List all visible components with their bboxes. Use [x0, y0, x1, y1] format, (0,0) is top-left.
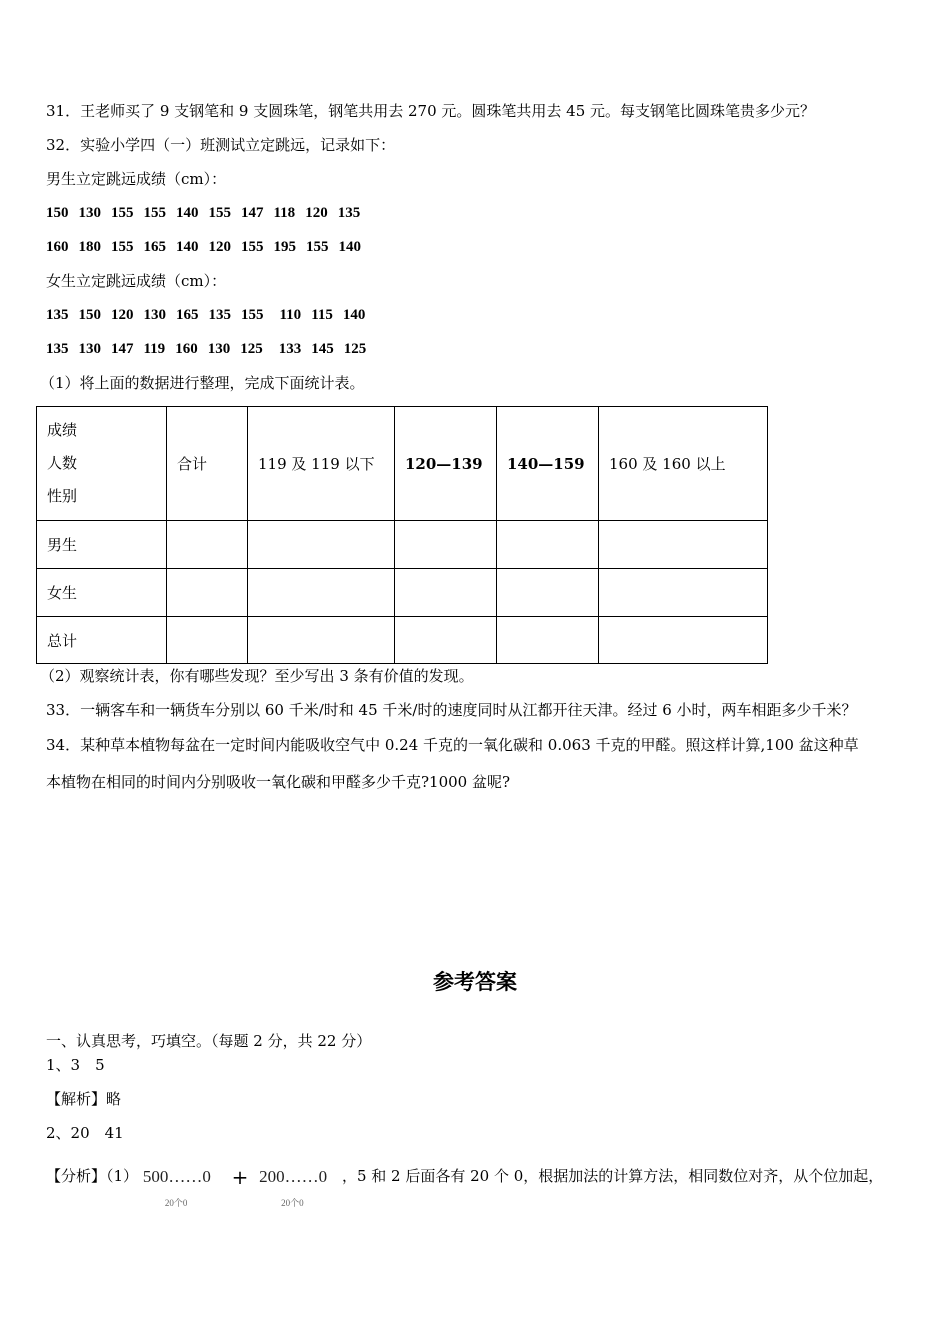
score: 155: [143, 205, 166, 221]
table-cell: [395, 617, 497, 664]
score: 147: [111, 341, 134, 357]
score: 119: [143, 341, 166, 357]
girls-scores-row-2: [46, 339, 376, 359]
boys-scores-row-2: [46, 237, 371, 257]
plus-sign: +: [231, 1165, 249, 1189]
table-cell: [167, 617, 248, 664]
answer-2: 2、20 41: [46, 1124, 124, 1142]
header-total: 合计: [167, 407, 248, 521]
analysis-prefix: 【分析】（1）: [46, 1167, 139, 1185]
answer-2-analysis: [46, 1156, 884, 1208]
score: 165: [176, 307, 199, 323]
score: 110: [279, 307, 302, 323]
girls-label: 女生立定跳远成绩（cm）：: [46, 272, 227, 290]
score: 150: [78, 307, 101, 323]
table-cell: [395, 569, 497, 617]
table-cell: [248, 617, 395, 664]
score: 130: [143, 307, 166, 323]
question-32: 32．实验小学四（一）班测试立定跳远，记录如下：: [46, 136, 396, 154]
score: 155: [306, 239, 329, 255]
score: 155: [111, 205, 134, 221]
table-cell: [248, 521, 395, 569]
score: 155: [241, 307, 264, 323]
answers-title: 参考答案: [433, 970, 517, 994]
score: 140: [342, 307, 366, 323]
table-cell: [497, 617, 599, 664]
row-label-girls: 女生: [37, 569, 167, 617]
number-200-with-zeros: 200……0 20个0: [259, 1167, 328, 1208]
table-row: [37, 521, 768, 569]
table-cell: [167, 521, 248, 569]
score: 130: [207, 341, 231, 357]
score: 135: [46, 307, 69, 323]
score: 120: [208, 239, 231, 255]
score: 145: [311, 341, 334, 357]
question-31: 31．王老师买了 9 支钢笔和 9 支圆珠笔，钢笔共用去 270 元。圆珠笔共用去 45 元。每支钢笔比圆珠笔贵多少元？: [46, 102, 816, 120]
score: 140: [176, 205, 199, 221]
score: 120: [111, 307, 134, 323]
table-cell: [248, 569, 395, 617]
score: 180: [78, 239, 101, 255]
score: 155: [111, 239, 134, 255]
score: 130: [78, 341, 101, 357]
score: 135: [208, 307, 231, 323]
corner-label-count: 人数: [47, 454, 78, 472]
score: 195: [273, 239, 296, 255]
header-range-2: 120—139: [395, 407, 497, 521]
score: 135: [46, 341, 69, 357]
table-cell: [599, 617, 768, 664]
score: 150: [46, 205, 69, 221]
score: 125: [343, 341, 367, 357]
header-range-3: 140—159: [497, 407, 599, 521]
question-33: 33．一辆客车和一辆货车分别以 60 千米/时和 45 千米/时的速度同时从江都开往天津。经过 6 小时，两车相距多少千米？: [46, 701, 857, 719]
score: 125: [240, 341, 263, 357]
score: 147: [241, 205, 264, 221]
table-cell: [167, 569, 248, 617]
section-1-heading: 一、认真思考，巧填空。（每题 2 分，共 22 分）: [46, 1032, 372, 1050]
score: 160: [46, 239, 69, 255]
score: 140: [338, 239, 361, 255]
score: 155: [241, 239, 264, 255]
header-range-4: 160 及 160 以上: [599, 407, 768, 521]
score: 115: [311, 307, 333, 323]
table-cell: [395, 521, 497, 569]
row-label-boys: 男生: [37, 521, 167, 569]
number-500-with-zeros: 500……0 20个0: [142, 1167, 211, 1208]
score: 133: [278, 341, 302, 357]
table-header-row: [37, 407, 768, 521]
question-34-line-1: 34．某种草本植物每盆在一定时间内能吸收空气中 0.24 千克的一氧化碳和 0.063 千克的甲醛。照这样计算,100 盆这种草: [46, 736, 859, 754]
question-32-part-1: （1）将上面的数据进行整理，完成下面统计表。: [40, 374, 365, 392]
score: 140: [176, 239, 199, 255]
score: 165: [143, 239, 166, 255]
analysis-text: ，5 和 2 后面各有 20 个 0，根据加法的计算方法，相同数位对齐，从个位加起，: [341, 1167, 884, 1185]
statistics-table: [36, 406, 768, 664]
girls-scores-row-1: [46, 305, 375, 325]
table-cell: [599, 569, 768, 617]
score: 160: [175, 341, 198, 357]
table-row: [37, 617, 768, 664]
table-row: [37, 569, 768, 617]
corner-label-score: 成绩: [47, 421, 78, 439]
question-32-part-2: （2）观察统计表，你有哪些发现？至少写出 3 条有价值的发现。: [40, 667, 474, 685]
table-cell: [599, 521, 768, 569]
boys-scores-row-1: [46, 203, 370, 223]
score: 135: [337, 205, 361, 221]
score: 155: [208, 205, 231, 221]
answer-1: 1、3 5: [46, 1056, 105, 1074]
table-cell: [497, 521, 599, 569]
score: 118: [273, 205, 296, 221]
answer-1-analysis: 【解析】略: [46, 1090, 122, 1108]
boys-label: 男生立定跳远成绩（cm）：: [46, 170, 227, 188]
score: 120: [305, 205, 328, 221]
corner-label-gender: 性别: [47, 487, 78, 505]
question-34-line-2: 本植物在相同的时间内分别吸收一氧化碳和甲醛多少千克?1000 盆呢?: [46, 773, 511, 791]
corner-cell: [37, 407, 167, 521]
score: 130: [78, 205, 101, 221]
table-cell: [497, 569, 599, 617]
row-label-total: 总计: [37, 617, 167, 664]
header-range-1: 119 及 119 以下: [248, 407, 395, 521]
